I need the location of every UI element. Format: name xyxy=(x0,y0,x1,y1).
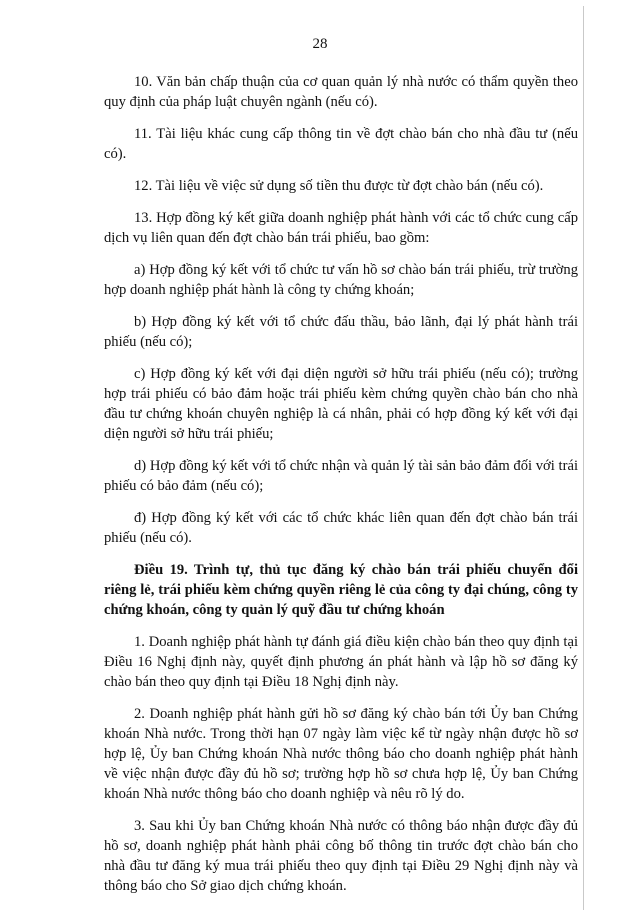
article-19-clause-2: 2. Doanh nghiệp phát hành gửi hồ sơ đăng ký chào bán tới Ủy ban Chứng khoán Nhà nước. Trong thời hạn 07 ngày làm việc kể từ ngày nhận được hồ sơ hợp lệ, Ủy ban Chứng khoán Nhà nước thông báo cho doanh nghiệp phát hành về việc nhận được đầy đủ hồ sơ; trường hợp hồ sơ chưa hợp lệ, Ủy ban Chứng khoán Nhà nước thông báo cho doanh nghiệp và nêu rõ lý do. xyxy=(104,706,578,802)
page-number: 28 xyxy=(312,36,328,52)
paragraph-sub-c: c) Hợp đồng ký kết với đại diện người sở hữu trái phiếu (nếu có); trường hợp trái phiếu có bảo đảm hoặc trái phiếu kèm chứng quyền chào bán cho nhà đầu tư chứng khoán chuyên nghiệp là cá nhân, phải có hợp đồng ký kết với đại diện người sở hữu trái phiếu; xyxy=(104,366,578,442)
article-19-clause-3: 3. Sau khi Ủy ban Chứng khoán Nhà nước có thông báo nhận được đầy đủ hồ sơ, doanh nghiệp phát hành phải công bố thông tin trước đợt chào bán cho nhà đầu tư đăng ký mua trái phiếu theo quy định tại Điều 29 Nghị định này và thông báo cho Sở giao dịch chứng khoán. xyxy=(104,818,578,894)
paragraph-sub-dd: đ) Hợp đồng ký kết với các tổ chức khác liên quan đến đợt chào bán trái phiếu (nếu có). xyxy=(104,510,578,546)
paragraph-item-10: 10. Văn bản chấp thuận của cơ quan quản lý nhà nước có thẩm quyền theo quy định của pháp luật chuyên ngành (nếu có). xyxy=(104,74,578,110)
paragraph-item-11: 11. Tài liệu khác cung cấp thông tin về đợt chào bán cho nhà đầu tư (nếu có). xyxy=(104,126,578,162)
page-edge-line xyxy=(583,6,584,910)
article-19-clause-1: 1. Doanh nghiệp phát hành tự đánh giá điều kiện chào bán theo quy định tại Điều 16 Nghị định này, quyết định phương án phát hành và lập hồ sơ đăng ký chào bán theo quy định tại Điều 18 Nghị định này. xyxy=(104,634,578,690)
document-body xyxy=(104,72,578,908)
paragraph-item-13: 13. Hợp đồng ký kết giữa doanh nghiệp phát hành với các tổ chức cung cấp dịch vụ liên quan đến đợt chào bán trái phiếu, bao gồm: xyxy=(104,210,578,246)
paragraph-sub-b: b) Hợp đồng ký kết với tổ chức đấu thầu, bảo lãnh, đại lý phát hành trái phiếu (nếu có); xyxy=(104,314,578,350)
article-19-heading: Điều 19. Trình tự, thủ tục đăng ký chào bán trái phiếu chuyển đổi riêng lẻ, trái phiếu kèm chứng quyền riêng lẻ của công ty đại chúng, công ty chứng khoán, công ty quản lý quỹ đầu tư chứng khoán xyxy=(104,562,578,618)
paragraph-sub-a: a) Hợp đồng ký kết với tổ chức tư vấn hồ sơ chào bán trái phiếu, trừ trường hợp doanh nghiệp phát hành là công ty chứng khoán; xyxy=(104,262,578,298)
paragraph-sub-d: d) Hợp đồng ký kết với tổ chức nhận và quản lý tài sản bảo đảm đối với trái phiếu có bảo đảm (nếu có); xyxy=(104,458,578,494)
paragraph-item-12: 12. Tài liệu về việc sử dụng số tiền thu được từ đợt chào bán (nếu có). xyxy=(134,178,544,194)
